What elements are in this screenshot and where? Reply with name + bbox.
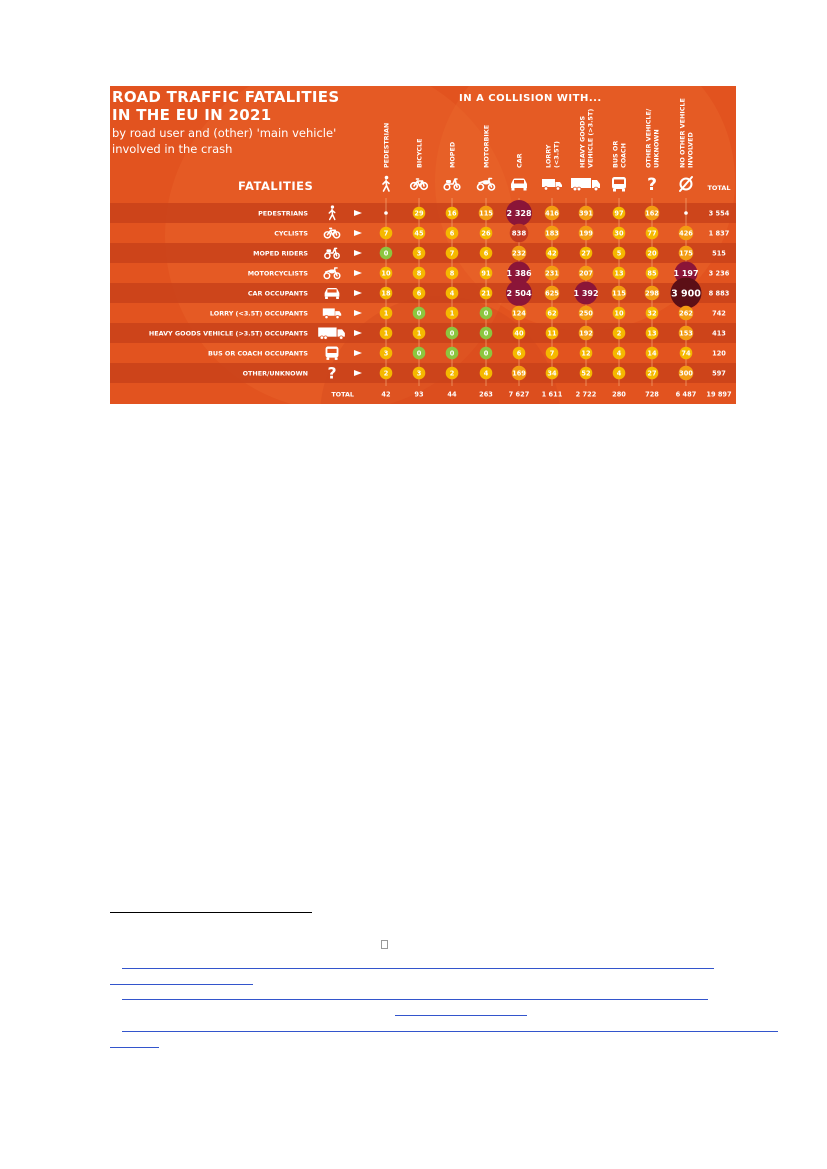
data-label: 6 — [416, 289, 422, 298]
data-label: 262 — [679, 309, 693, 318]
data-label: 0 — [383, 249, 389, 258]
data-label: 175 — [679, 249, 693, 258]
data-label: 300 — [679, 369, 693, 378]
row-total: 120 — [712, 349, 726, 358]
row-label: LORRY (<3.5T) OCCUPANTS — [209, 309, 308, 318]
data-label: 169 — [512, 369, 526, 378]
data-label: 416 — [545, 209, 559, 218]
data-label: 183 — [545, 229, 559, 238]
row-group-header: FATALITIES — [238, 179, 314, 193]
data-label: 4 — [616, 369, 622, 378]
column-total: 44 — [447, 390, 457, 399]
missing-glyph-box — [381, 940, 388, 949]
column-header-label: BICYCLE — [415, 138, 424, 168]
footnote-link-2a[interactable] — [122, 999, 708, 1000]
data-label: 2 504 — [506, 288, 532, 298]
column-header-label: HEAVY GOODS — [578, 115, 587, 168]
row-label: MOPED RIDERS — [253, 249, 308, 258]
column-header-label: (<3.5T) — [552, 141, 561, 168]
data-label: 0 — [449, 349, 455, 358]
data-label: 13 — [647, 329, 657, 338]
column-total: 42 — [381, 390, 391, 399]
row-total: 742 — [712, 309, 726, 318]
column-header-label: MOPED — [448, 141, 457, 168]
data-label: 34 — [547, 369, 557, 378]
column-total: 6 487 — [675, 390, 697, 399]
column-header-label: UNKNOWN — [652, 129, 661, 168]
data-label: 6 — [483, 249, 489, 258]
data-label: 1 386 — [506, 268, 532, 278]
data-label: 3 — [416, 249, 422, 258]
data-label: 3 — [416, 369, 422, 378]
data-label: 838 — [511, 229, 527, 238]
data-label: 3 900 — [671, 288, 701, 300]
footnote-link-3a[interactable] — [122, 1031, 778, 1032]
data-label: 232 — [512, 249, 526, 258]
data-point-dot — [384, 211, 388, 215]
footnote-link-3b[interactable] — [110, 1047, 159, 1048]
column-header-label: VEHICLE (>3.5T) — [586, 108, 595, 168]
question-mark-icon — [647, 175, 657, 195]
chart-title: IN THE EU IN 2021 — [112, 106, 272, 124]
data-label: 97 — [614, 209, 624, 218]
column-total: 728 — [645, 390, 659, 399]
svg-text:?: ? — [647, 175, 657, 195]
data-label: 0 — [416, 349, 422, 358]
row-total: 515 — [712, 249, 726, 258]
data-label: 1 — [449, 309, 455, 318]
data-label: 42 — [547, 249, 557, 258]
data-label: 207 — [579, 269, 593, 278]
column-total: 280 — [612, 390, 626, 399]
row-label: CYCLISTS — [274, 229, 308, 238]
column-header-label: OTHER VEHICLE/ — [644, 108, 653, 168]
data-label: 32 — [647, 309, 657, 318]
data-label: 426 — [679, 229, 693, 238]
data-label: 6 — [516, 349, 522, 358]
data-label: 162 — [645, 209, 659, 218]
data-label: 115 — [612, 289, 626, 298]
data-label: 29 — [414, 209, 424, 218]
column-header-label: INVOLVED — [686, 132, 695, 168]
data-label: 0 — [483, 309, 489, 318]
data-label: 11 — [547, 329, 557, 338]
data-label: 391 — [579, 209, 593, 218]
data-label: 4 — [449, 289, 455, 298]
data-label: 8 — [449, 269, 455, 278]
footnote-link-1b[interactable] — [110, 984, 253, 985]
question-mark-icon — [327, 364, 336, 383]
column-total: 263 — [479, 390, 493, 399]
data-point-dot — [684, 211, 688, 215]
data-label: 7 — [383, 229, 389, 238]
road-fatalities-infographic — [110, 86, 736, 404]
column-header-label: LORRY — [544, 144, 553, 168]
data-label: 77 — [647, 229, 657, 238]
data-label: 124 — [512, 309, 526, 318]
data-label: 12 — [581, 349, 591, 358]
column-total: 93 — [414, 390, 424, 399]
data-label: 10 — [614, 309, 624, 318]
data-label: 26 — [481, 229, 491, 238]
data-label: 16 — [447, 209, 457, 218]
data-label: 8 — [416, 269, 422, 278]
column-total: 2 722 — [575, 390, 597, 399]
data-label: 199 — [579, 229, 593, 238]
data-label: 0 — [449, 329, 455, 338]
data-label: 625 — [545, 289, 559, 298]
data-label: 2 — [616, 329, 622, 338]
svg-text:?: ? — [327, 363, 337, 383]
data-label: 7 — [449, 249, 455, 258]
data-label: 153 — [679, 329, 693, 338]
data-label: 1 — [383, 309, 389, 318]
data-label: 20 — [647, 249, 657, 258]
column-header-label: NO OTHER VEHICLE — [678, 98, 687, 168]
totals-row-label: TOTAL — [331, 390, 354, 399]
data-label: 4 — [616, 349, 622, 358]
data-label: 298 — [645, 289, 659, 298]
data-label: 1 — [383, 329, 389, 338]
column-total: 7 627 — [508, 390, 530, 399]
data-label: 4 — [483, 369, 489, 378]
data-label: 115 — [479, 209, 493, 218]
row-total: 1 837 — [708, 229, 730, 238]
row-total: 413 — [712, 329, 726, 338]
chart-subtitle: by road user and (other) 'main vehicle' — [112, 126, 337, 140]
data-label: 14 — [647, 349, 657, 358]
column-header-label: PEDESTRIAN — [382, 122, 391, 168]
data-label: 45 — [414, 229, 424, 238]
chart-subtitle: involved in the crash — [112, 142, 233, 156]
chart-title: ROAD TRAFFIC FATALITIES — [112, 88, 340, 106]
data-label: 21 — [481, 289, 491, 298]
row-label: HEAVY GOODS VEHICLE (>3.5T) OCCUPANTS — [148, 329, 308, 338]
footnote-link-2b[interactable] — [395, 1015, 527, 1016]
data-label: 27 — [647, 369, 657, 378]
data-label: 1 392 — [573, 288, 599, 298]
data-label: 52 — [581, 369, 591, 378]
data-label: 18 — [381, 289, 391, 298]
data-label: 1 197 — [673, 268, 699, 278]
total-column-header: TOTAL — [707, 184, 731, 192]
column-header-label: BUS OR — [611, 140, 620, 168]
data-label: 0 — [483, 329, 489, 338]
data-label: 231 — [545, 269, 559, 278]
data-label: 0 — [483, 349, 489, 358]
data-label: 0 — [416, 309, 422, 318]
data-label: 10 — [381, 269, 391, 278]
data-label: 7 — [549, 349, 555, 358]
data-label: 13 — [614, 269, 624, 278]
data-label: 5 — [616, 249, 622, 258]
column-total: 1 611 — [541, 390, 563, 399]
row-label: BUS OR COACH OCCUPANTS — [208, 349, 308, 358]
row-label: CAR OCCUPANTS — [247, 289, 308, 298]
data-label: 2 — [383, 369, 389, 378]
grand-total: 19 897 — [706, 390, 732, 399]
footnote-separator — [110, 912, 312, 913]
data-label: 27 — [581, 249, 591, 258]
row-total: 8 883 — [708, 289, 730, 298]
data-label: 91 — [481, 269, 491, 278]
footnote-link-1a[interactable] — [122, 968, 714, 969]
column-header-label: CAR — [515, 153, 524, 168]
row-label: PEDESTRIANS — [258, 209, 308, 218]
data-label: 2 328 — [506, 208, 532, 218]
data-label: 30 — [614, 229, 624, 238]
data-label: 2 — [449, 369, 455, 378]
row-label: OTHER/UNKNOWN — [242, 369, 308, 378]
column-header-label: COACH — [619, 143, 628, 168]
data-label: 250 — [579, 309, 593, 318]
row-total: 3 236 — [708, 269, 730, 278]
row-total: 3 554 — [708, 209, 730, 218]
data-label: 40 — [514, 329, 524, 338]
row-label: MOTORCYCLISTS — [247, 269, 308, 278]
data-label: 192 — [579, 329, 593, 338]
column-group-header: IN A COLLISION WITH... — [459, 93, 602, 104]
column-header-label: MOTORBIKE — [482, 124, 491, 168]
data-label: 74 — [681, 349, 691, 358]
data-label: 85 — [647, 269, 657, 278]
row-total: 597 — [712, 369, 726, 378]
data-label: 1 — [416, 329, 422, 338]
data-label: 62 — [547, 309, 557, 318]
data-label: 3 — [383, 349, 389, 358]
data-label: 6 — [449, 229, 455, 238]
